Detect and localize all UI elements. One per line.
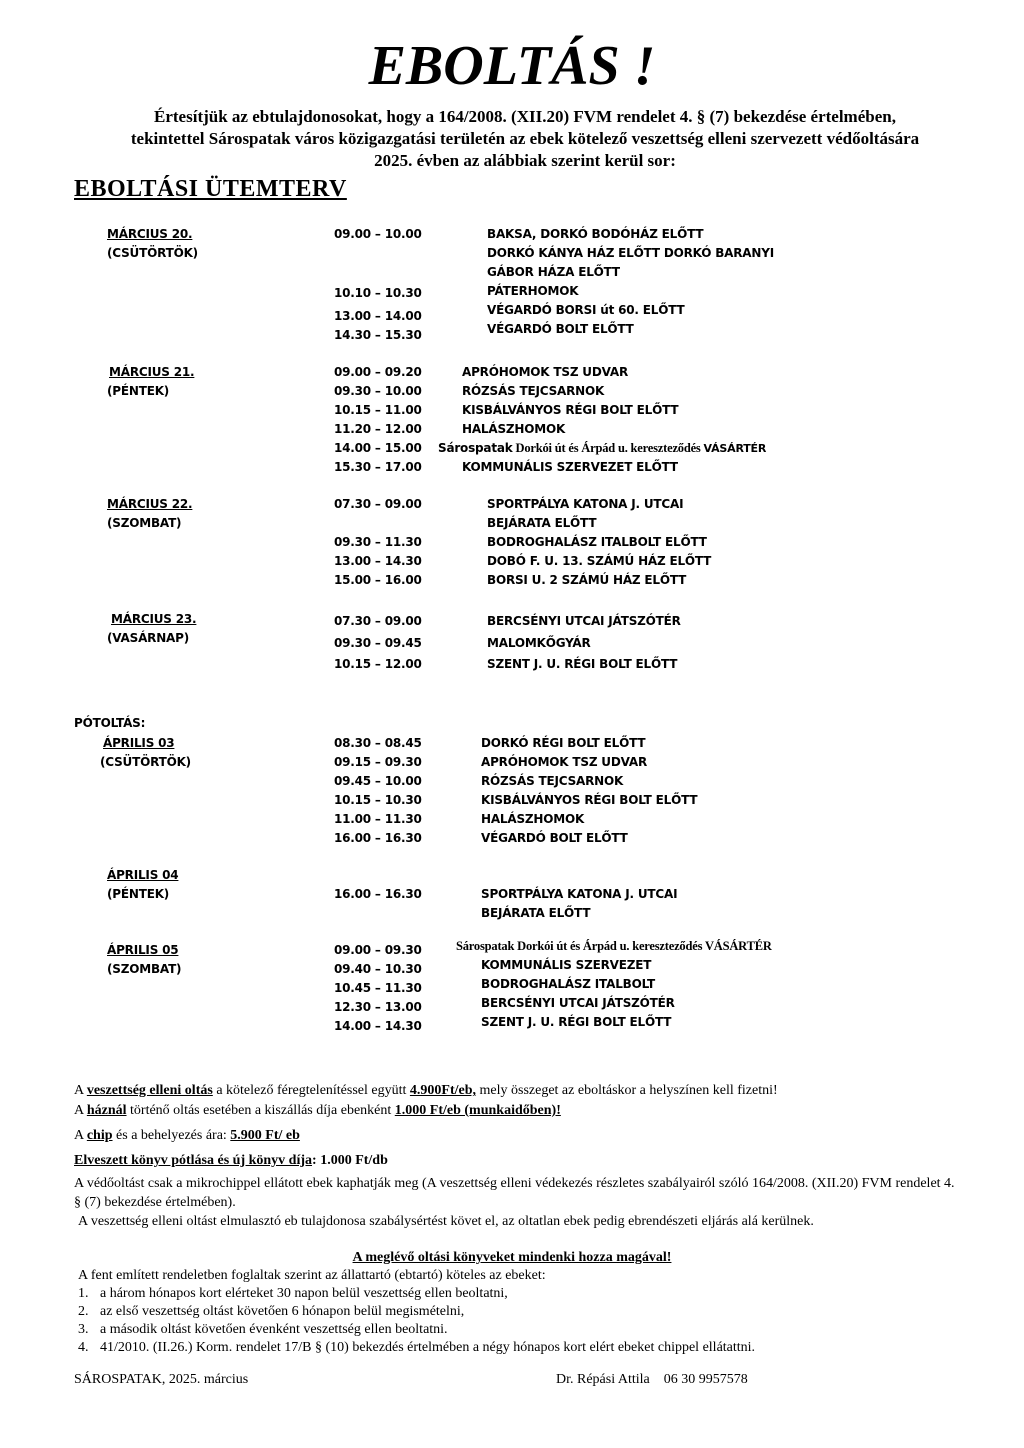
note-text: mely összeget az eboltáskor a helyszínen kell fizetni! (476, 1083, 778, 1098)
schedule-time: 09.00 – 09.20 (334, 365, 422, 379)
schedule-day: (PÉNTEK) (107, 887, 170, 901)
schedule-place: KISBÁLVÁNYOS RÉGI BOLT ELŐTT (481, 793, 698, 807)
schedule-place: KOMMUNÁLIS SZERVEZET ELŐTT (462, 460, 678, 474)
penalty-note: A veszettség elleni oltást elmulasztó eb tulajdonosa szabálysértést követ el, az oltatlan ebek pedig ebrendészeti eljárás alá kerülnek. (78, 1214, 814, 1229)
list-number: 4. (78, 1340, 89, 1355)
schedule-time: 12.30 – 13.00 (334, 1000, 422, 1014)
schedule-day: (SZOMBAT) (107, 962, 182, 976)
note-text: veszettség elleni oltás (86, 1083, 213, 1098)
obligation-item (78, 1302, 464, 1321)
schedule-place: VÉGARDÓ BORSI út 60. ELŐTT (487, 303, 685, 317)
note-text: háznál (86, 1103, 127, 1118)
list-text: a második oltást követően évenként veszettség ellen beoltatni. (100, 1322, 448, 1337)
schedule-place: GÁBOR HÁZA ELŐTT (487, 265, 620, 279)
schedule-place: BERCSÉNYI UTCAI JÁTSZÓTÉR (481, 996, 675, 1010)
list-number: 1. (78, 1286, 89, 1301)
schedule-date: ÁPRILIS 04 (107, 868, 179, 882)
schedule-time: 15.30 – 17.00 (334, 460, 422, 474)
schedule-time: 10.45 – 11.30 (334, 981, 422, 995)
schedule-place: BEJÁRATA ELŐTT (487, 516, 597, 530)
note-text: történő oltás esetében a kiszállás díja ebenként (126, 1103, 395, 1118)
schedule-place: BODROGHALÁSZ ITALBOLT ELŐTT (487, 535, 707, 549)
schedule-place: BORSI U. 2 SZÁMÚ HÁZ ELŐTT (487, 573, 687, 587)
phone-number: 06 30 9957578 (663, 1372, 748, 1387)
note-text: A (74, 1083, 87, 1098)
schedule-place: VÉGARDÓ BOLT ELŐTT (487, 322, 634, 336)
intro-line-2: tekintettel Sárospatak város közigazgatási területén az ebek kötelező veszettség elleni szervezett védőoltására (130, 129, 920, 148)
schedule-time: 09.30 – 11.30 (334, 535, 422, 549)
note-text: chip (86, 1128, 113, 1143)
place-part: VÁSÁRTÉR (703, 442, 767, 455)
schedule-time: 08.30 – 08.45 (334, 736, 422, 750)
bring-books-note: A meglévő oltási könyveket mindenki hozza magával! (352, 1250, 672, 1265)
list-text: 41/2010. (II.26.) Korm. rendelet 17/B § (10) bekezdés értelmében a négy hónapos kort elért ebeket chippel ellátattni. (100, 1340, 756, 1355)
schedule-place: APRÓHOMOK TSZ UDVAR (462, 365, 628, 379)
place-part: Dorkói út és Árpád u. kereszteződés (512, 441, 704, 455)
schedule-time: 10.10 – 10.30 (334, 286, 422, 300)
schedule-day: (SZOMBAT) (107, 516, 182, 530)
obligation-item (78, 1320, 448, 1339)
price: : 1.000 Ft/db (312, 1153, 388, 1168)
obligation-intro: A fent említett rendeletben foglaltak szerint az állattartó (ebtartó) köteles az ebeket: (78, 1268, 546, 1283)
schedule-time: 10.15 – 10.30 (334, 793, 422, 807)
price: 5.900 Ft/ eb (230, 1128, 300, 1143)
schedule-place: BODROGHALÁSZ ITALBOLT (481, 977, 656, 991)
schedule-time: 13.00 – 14.30 (334, 554, 422, 568)
schedule-place: SPORTPÁLYA KATONA J. UTCAI (481, 887, 678, 901)
schedule-time: 16.00 – 16.30 (334, 831, 422, 845)
note-text: a kötelező féregtelenítéssel együtt (212, 1083, 410, 1098)
schedule-place: KOMMUNÁLIS SZERVEZET (481, 958, 652, 972)
schedule-place: BAKSA, DORKÓ BODÓHÁZ ELŐTT (487, 227, 704, 241)
schedule-place: PÁTERHOMOK (487, 284, 579, 298)
schedule-date: MÁRCIUS 23. (111, 612, 197, 626)
schedule-place: SZENT J. U. RÉGI BOLT ELŐTT (487, 657, 678, 671)
intro-line-1: Értesítjük az ebtulajdonosokat, hogy a 164/2008. (XII.20) FVM rendelet 4. § (7) bekezdése értelmében, (154, 107, 896, 126)
schedule-place (438, 439, 766, 458)
schedule-place: DOBÓ F. U. 13. SZÁMÚ HÁZ ELŐTT (487, 554, 712, 568)
doctor-name: Dr. Répási Attila (556, 1372, 650, 1387)
schedule-date: ÁPRILIS 03 (103, 736, 175, 750)
schedule-time: 07.30 – 09.00 (334, 497, 422, 511)
schedule-time: 14.00 – 15.00 (334, 441, 422, 455)
schedule-date: MÁRCIUS 20. (107, 227, 193, 241)
note-text: A (74, 1128, 87, 1143)
intro-paragraph (80, 106, 970, 172)
schedule-place: VÉGARDÓ BOLT ELŐTT (481, 831, 628, 845)
schedule-time: 10.15 – 11.00 (334, 403, 422, 417)
footer-signatory (556, 1370, 748, 1389)
schedule-day: (PÉNTEK) (107, 384, 170, 398)
note-text: A (74, 1103, 87, 1118)
schedule-time: 09.45 – 10.00 (334, 774, 422, 788)
footer-place-date: SÁROSPATAK, 2025. március (74, 1372, 249, 1387)
schedule-date: ÁPRILIS 05 (107, 943, 179, 957)
schedule-place: SZENT J. U. RÉGI BOLT ELŐTT (481, 1015, 672, 1029)
schedule-place: APRÓHOMOK TSZ UDVAR (481, 755, 647, 769)
schedule-place: HALÁSZHOMOK (462, 422, 566, 436)
obligation-item (78, 1338, 755, 1357)
schedule-place: MALOMKŐGYÁR (487, 636, 591, 650)
schedule-time: 09.30 – 10.00 (334, 384, 422, 398)
chip-note (74, 1126, 954, 1145)
schedule-time: 09.30 – 09.45 (334, 636, 422, 650)
list-number: 2. (78, 1304, 89, 1319)
schedule-time: 14.30 – 15.30 (334, 328, 422, 342)
schedule-time: 16.00 – 16.30 (334, 887, 422, 901)
schedule-day: (CSÜTÖRTÖK) (100, 755, 191, 769)
price-note (74, 1081, 954, 1100)
obligation-item (78, 1284, 508, 1303)
schedule-time: 15.00 – 16.00 (334, 573, 422, 587)
makeup-label: PÓTOLTÁS: (74, 716, 146, 730)
schedule-place: SPORTPÁLYA KATONA J. UTCAI (487, 497, 684, 511)
schedule-time: 13.00 – 14.00 (334, 309, 422, 323)
price: 4.900Ft/eb, (409, 1083, 477, 1098)
note-text: Elveszett könyv pótlása és új könyv díja (74, 1153, 313, 1168)
chip-requirement-note: A védőoltást csak a mikrochippel ellátott ebek kaphatják meg (A veszettség elleni védekezés részletes szabályairól szóló 164/2008. (XII.20) FVM rendelet 4. § (7) bekezdése értelmében). (74, 1176, 955, 1210)
schedule-time: 09.15 – 09.30 (334, 755, 422, 769)
schedule-place: HALÁSZHOMOK (481, 812, 585, 826)
schedule-time: 09.40 – 10.30 (334, 962, 422, 976)
page-title: EBOLTÁS ! (368, 35, 656, 97)
home-visit-note (74, 1101, 954, 1120)
place-part: Sárospatak (438, 441, 513, 455)
schedule-time: 09.00 – 09.30 (334, 943, 422, 957)
schedule-date: MÁRCIUS 21. (109, 365, 195, 379)
schedule-place: BEJÁRATA ELŐTT (481, 906, 591, 920)
schedule-day: (CSÜTÖRTÖK) (107, 246, 198, 260)
schedule-day: (VASÁRNAP) (107, 631, 190, 645)
schedule-place: BERCSÉNYI UTCAI JÁTSZÓTÉR (487, 614, 681, 628)
schedule-time: 11.20 – 12.00 (334, 422, 422, 436)
schedule-place: RÓZSÁS TEJCSARNOK (462, 384, 605, 398)
schedule-place: DORKÓ KÁNYA HÁZ ELŐTT DORKÓ BARANYI (487, 246, 774, 260)
schedule-time: 07.30 – 09.00 (334, 614, 422, 628)
price: 1.000 Ft/eb (munkaidőben)! (394, 1103, 561, 1118)
schedule-place: DORKÓ RÉGI BOLT ELŐTT (481, 736, 646, 750)
list-text: az első veszettség oltást követően 6 hónapon belül megismételni, (100, 1304, 465, 1319)
schedule-time: 10.15 – 12.00 (334, 657, 422, 671)
intro-line-3: 2025. évben az alábbiak szerint kerül sor: (374, 151, 676, 170)
list-text: a három hónapos kort elérteket 30 napon belül veszettség ellen beoltatni, (100, 1286, 508, 1301)
schedule-time: 14.00 – 14.30 (334, 1019, 422, 1033)
book-note (74, 1151, 954, 1170)
schedule-place: Sárospatak Dorkói út és Árpád u. kereszteződés VÁSÁRTÉR (456, 939, 772, 953)
schedule-time: 11.00 – 11.30 (334, 812, 422, 826)
schedule-heading: EBOLTÁSI ÜTEMTERV (74, 176, 347, 202)
list-number: 3. (78, 1322, 89, 1337)
schedule-place: RÓZSÁS TEJCSARNOK (481, 774, 624, 788)
note-text: és a behelyezés ára: (112, 1128, 231, 1143)
schedule-time: 09.00 – 10.00 (334, 227, 422, 241)
schedule-date: MÁRCIUS 22. (107, 497, 193, 511)
schedule-place: KISBÁLVÁNYOS RÉGI BOLT ELŐTT (462, 403, 679, 417)
